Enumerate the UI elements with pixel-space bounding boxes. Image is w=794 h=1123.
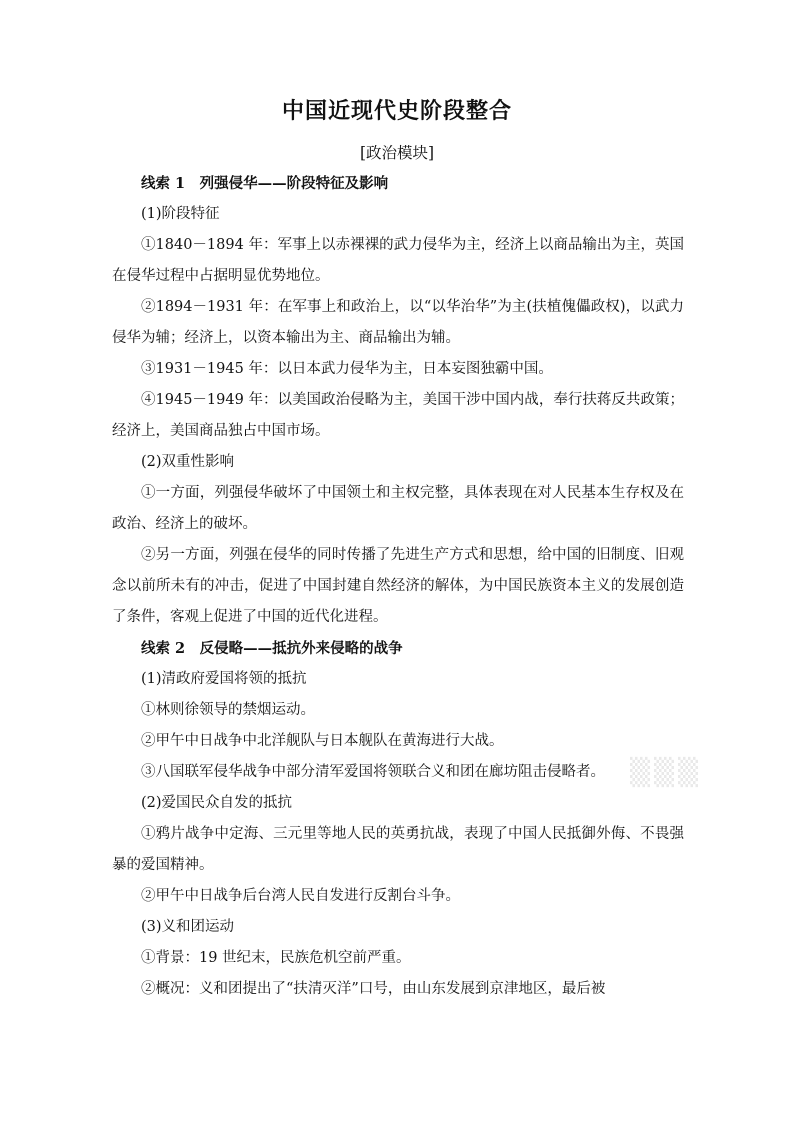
paragraph: ①背景：19 世纪末，民族危机空前严重。: [141, 950, 411, 966]
paragraph: ④1945－1949 年：以美国政治侵略为主，美国干涉中国内战，奉行扶蒋反共政策；经济上，美国商品独占中国市场。: [112, 392, 684, 439]
paragraph: ②甲午中日战争后台湾人民自发进行反割台斗争。: [141, 888, 460, 904]
paragraph: ①鸦片战争中定海、三元里等地人民的英勇抗战，表现了中国人民抵御外侮、不畏强暴的爱国精神。: [112, 826, 684, 873]
paragraph: ②1894－1931 年：在军事上和政治上，以“以华治华”为主(扶植傀儡政权)，以武力侵华为辅；经济上，以资本输出为主、商品输出为辅。: [112, 299, 684, 346]
clue-heading-1: 线索 1 列强侵华——阶段特征及影响: [141, 175, 389, 192]
section-heading: (3)义和团运动: [141, 919, 235, 935]
section-heading: (2)爱国民众自发的抵抗: [141, 795, 293, 811]
paragraph: ①一方面，列强侵华破坏了中国领土和主权完整，具体表现在对人民基本生存权及在政治、经济上的破坏。: [112, 485, 684, 532]
paragraph: ②概况：义和团提出了“扶清灭洋”口号，由山东发展到京津地区，最后被: [141, 981, 606, 997]
clue-heading-2: 线索 2 反侵略——抵抗外来侵略的战争: [141, 640, 403, 657]
paragraph: ③1931－1945 年：以日本武力侵华为主，日本妄图独霸中国。: [141, 361, 553, 377]
section-heading: (1)阶段特征: [141, 206, 220, 222]
section-heading: (1)清政府爱国将领的抵抗: [141, 671, 307, 687]
module-subtitle: [政治模块]: [359, 144, 435, 162]
document-body: [112, 168, 684, 1005]
paragraph: ②另一方面，列强在侵华的同时传播了先进生产方式和思想，给中国的旧制度、旧观念以前所未有的冲击，促进了中国封建自然经济的解体，为中国民族资本主义的发展创造了条件，客观上促进了中国的近代化进程。: [112, 547, 684, 625]
paragraph: ②甲午中日战争中北洋舰队与日本舰队在黄海进行大战。: [141, 733, 504, 749]
paragraph: ①1840－1894 年：军事上以赤裸裸的武力侵华为主，经济上以商品输出为主，英国在侵华过程中占据明显优势地位。: [112, 237, 684, 284]
paragraph: ③八国联军侵华战争中部分清军爱国将领联合义和团在廊坊阻击侵略者。: [141, 764, 605, 780]
faint-watermark: ▒▒▒: [630, 758, 702, 788]
section-heading: (2)双重性影响: [141, 454, 235, 470]
document-title: 中国近现代史阶段整合: [281, 98, 512, 124]
paragraph: ①林则徐领导的禁烟运动。: [141, 702, 315, 718]
